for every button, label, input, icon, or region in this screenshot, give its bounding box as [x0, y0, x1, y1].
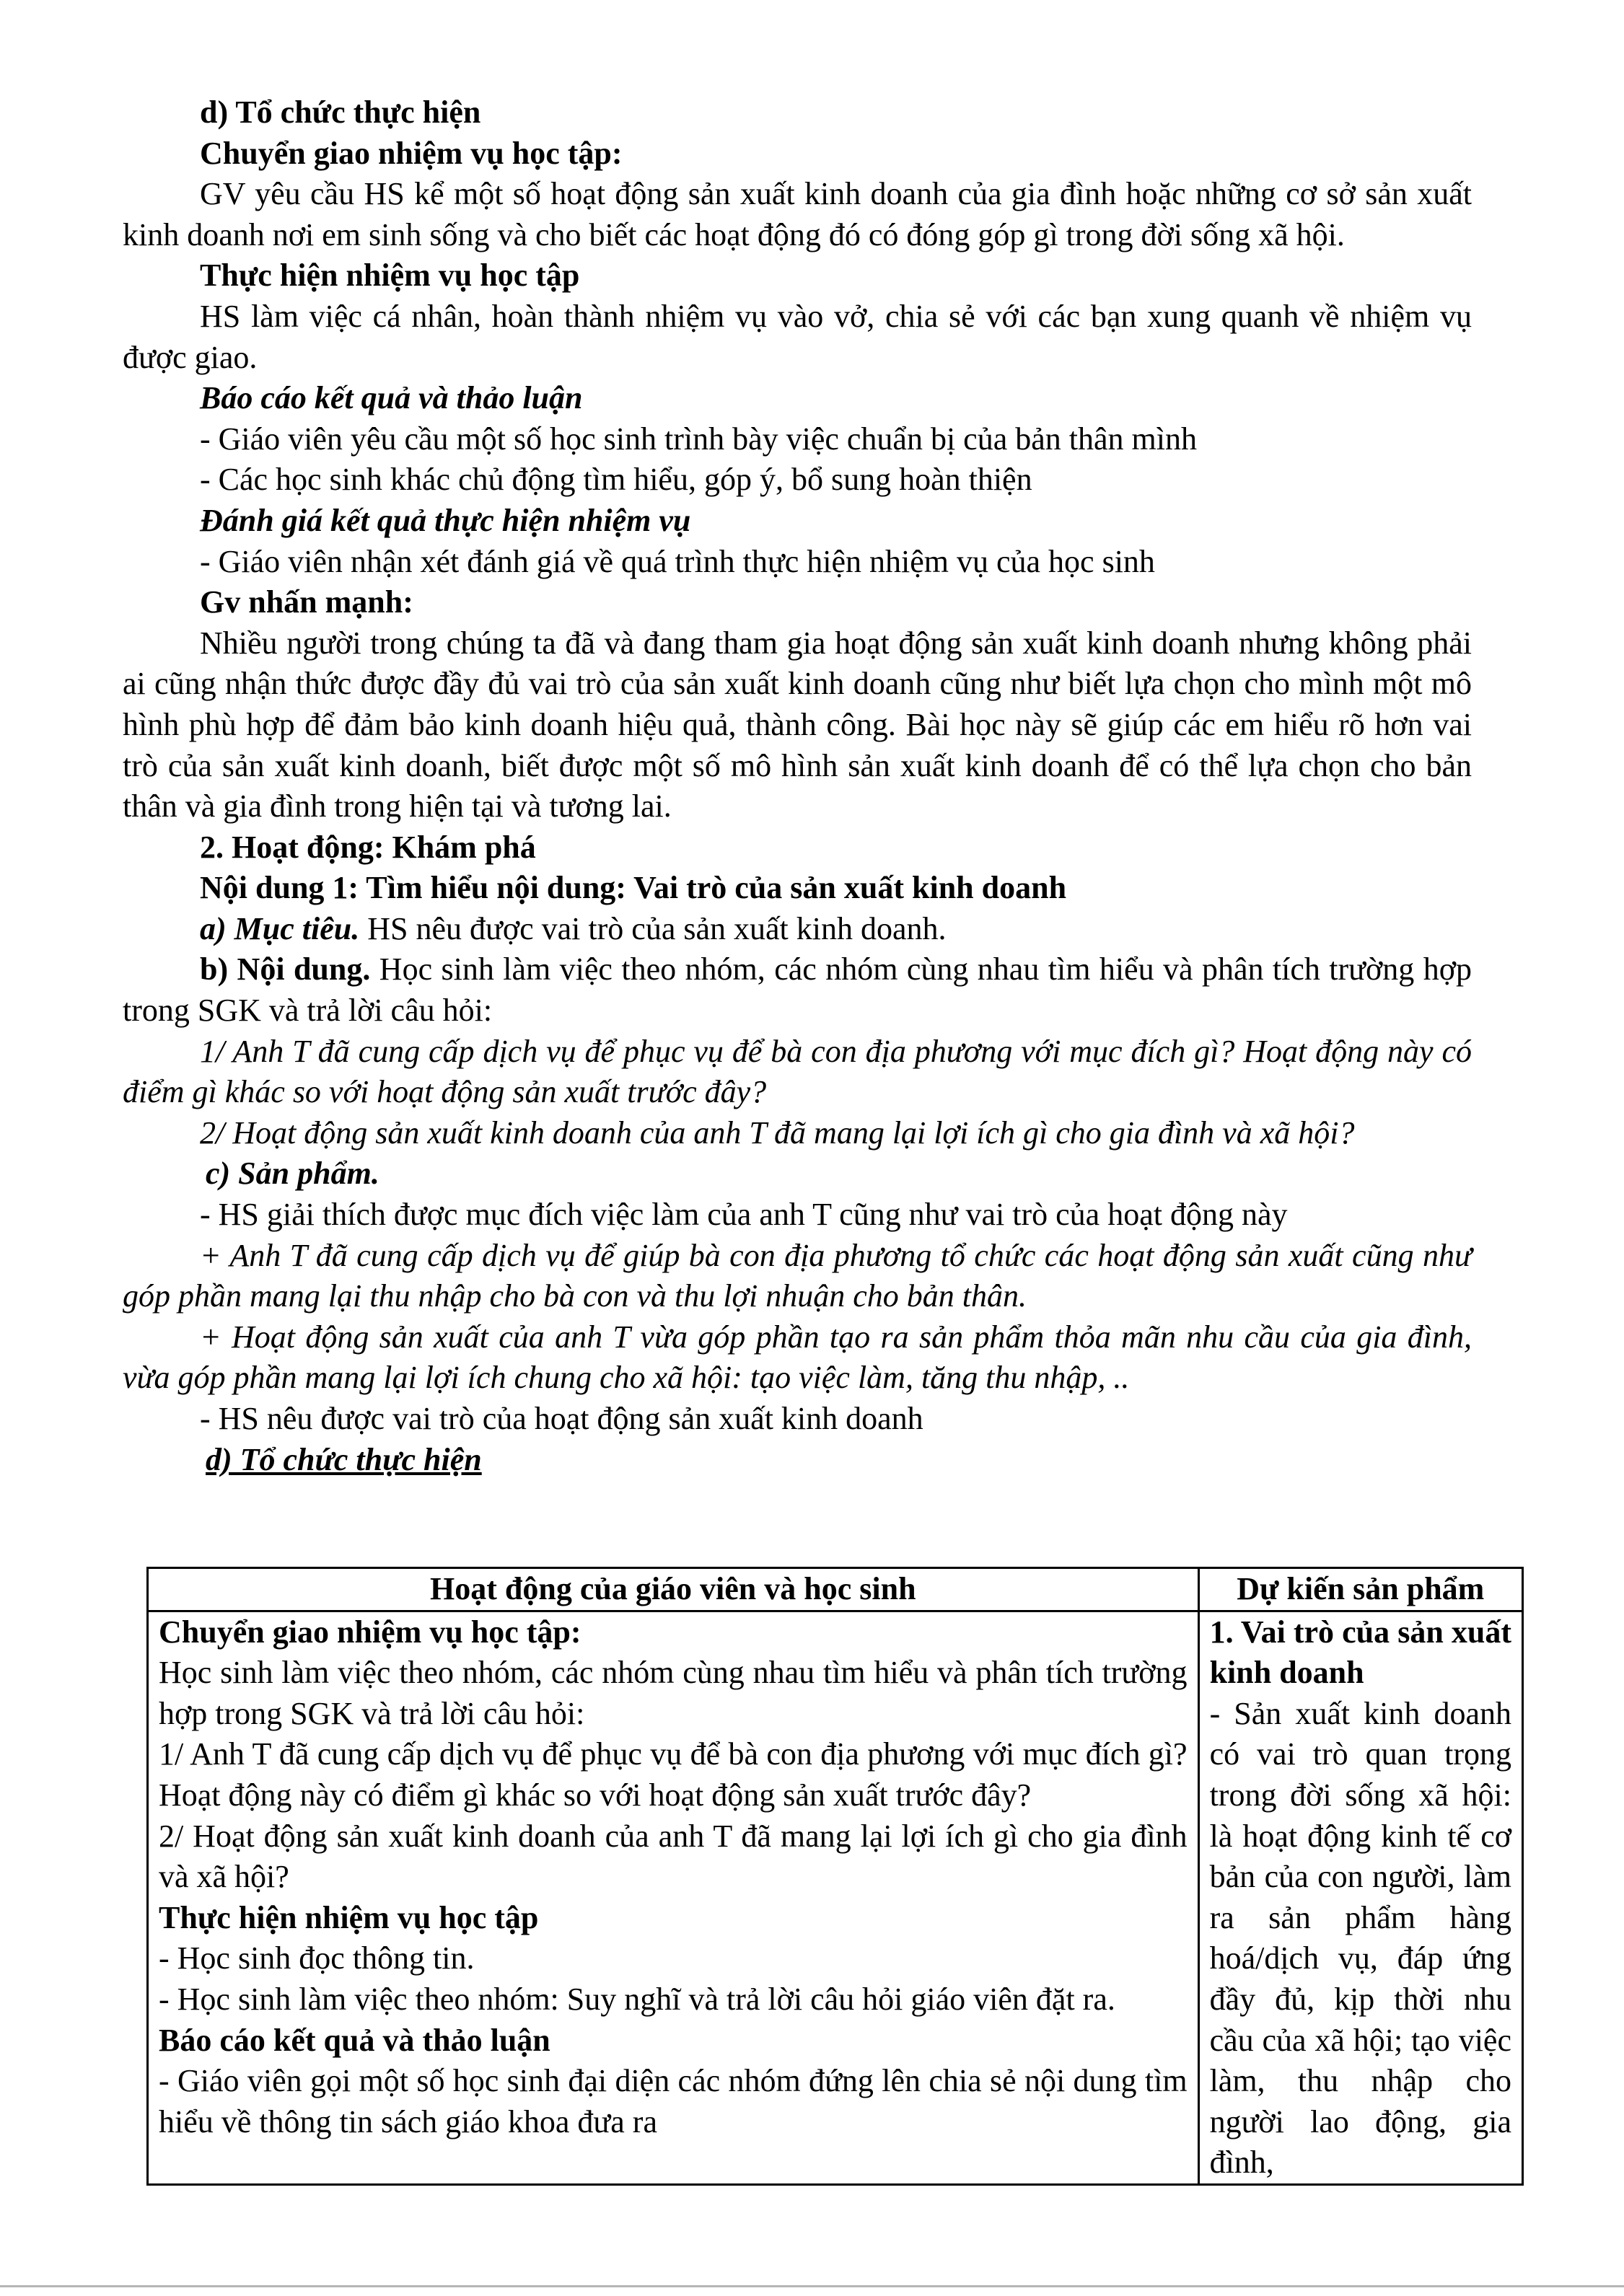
cell-report-text: - Giáo viên gọi một số học sinh đại diện các nhóm đứng lên chia sẻ nội dung tìm hiểu về thông tin sách giáo khoa đưa ra: [159, 2063, 1188, 2139]
question-2: 2/ Hoạt động sản xuất kinh doanh của anh T đã mang lại lợi ích gì cho gia đình và xã hội?: [200, 1114, 1355, 1151]
cell-heading-task-performance: Thực hiện nhiệm vụ học tập: [159, 1899, 539, 1935]
heading-task-performance: Thực hiện nhiệm vụ học tập: [200, 258, 580, 294]
activities-cell: [148, 1611, 1199, 2184]
report-line-2: - Các học sinh khác chủ động tìm hiểu, góp ý, bổ sung hoàn thiện: [200, 462, 1032, 498]
table-row: [148, 1611, 1523, 2184]
product-line-4: - HS nêu được vai trò của hoạt động sản xuất kinh doanh: [200, 1401, 923, 1436]
content-1-title: Nội dung 1: Tìm hiểu nội dung: Vai trò của sản xuất kinh doanh: [200, 870, 1067, 906]
objective-paragraph: [123, 909, 1472, 950]
content-text: Học sinh làm việc theo nhóm, các nhóm cùng nhau tìm hiểu và phân tích trường hợp trong SGK và trả lời câu hỏi:: [123, 951, 1472, 1029]
cell-question-1: 1/ Anh T đã cung cấp dịch vụ để phục vụ để bà con địa phương với mục đích gì? Hoạt động này có điểm gì khác so với hoạt động sản xuất trước đây?: [159, 1736, 1188, 1813]
product-label: c) Sản phẩm.: [206, 1156, 379, 1192]
cell-heading-task-assignment: Chuyển giao nhiệm vụ học tập:: [159, 1614, 581, 1650]
objective-label: a) Mục tiêu.: [200, 910, 360, 946]
activity-title: 2. Hoạt động: Khám phá: [200, 829, 536, 865]
cell-question-2: 2/ Hoạt động sản xuất kinh doanh của anh T đã mang lại lợi ích gì cho gia đình và xã hội?: [159, 1818, 1188, 1895]
heading-report-discussion: Báo cáo kết quả và thảo luận: [200, 380, 583, 416]
heading-task-assignment: Chuyển giao nhiệm vụ học tập:: [200, 135, 623, 171]
product-line-2: + Anh T đã cung cấp dịch vụ để giúp bà con địa phương tổ chức các hoạt động sản xuất cũng như góp phần mang lại thu nhập cho bà con và thu lợi nhuận cho bản thân.: [123, 1237, 1472, 1314]
content-paragraph: [123, 949, 1472, 1031]
cell-perform-line-2: - Học sinh làm việc theo nhóm: Suy nghĩ và trả lời câu hỏi giáo viên đặt ra.: [159, 1981, 1115, 2017]
evaluation-line: - Giáo viên nhận xét đánh giá về quá trình thực hiện nhiệm vụ của học sinh: [200, 543, 1155, 579]
heading-evaluation: Đánh giá kết quả thực hiện nhiệm vụ: [200, 502, 691, 538]
question-1: 1/ Anh T đã cung cấp dịch vụ để phục vụ để bà con địa phương với mục đích gì? Hoạt động này có điểm gì khác so với hoạt động sản xuất trước đây?: [123, 1033, 1472, 1110]
cell-task-assignment-text: Học sinh làm việc theo nhóm, các nhóm cùng nhau tìm hiểu và phân tích trường hợp trong SGK và trả lời câu hỏi:: [159, 1655, 1188, 1731]
header-activities: Hoạt động của giáo viên và học sinh: [148, 1568, 1199, 1611]
task-assignment-text: GV yêu cầu HS kể một số hoạt động sản xuất kinh doanh của gia đình hoặc những cơ sở sản xuất kinh doanh nơi em sinh sống và cho biết các hoạt động đó có đóng góp gì trong đời sống xã hội.: [123, 176, 1472, 252]
product-line-3: + Hoạt động sản xuất của anh T vừa góp phần tạo ra sản phẩm thỏa mãn nhu cầu của gia đình, vừa góp phần mang lại lợi ích chung cho xã hội: tạo việc làm, tăng thu nhập, ..: [123, 1319, 1472, 1396]
cell-heading-report: Báo cáo kết quả và thảo luận: [159, 2022, 550, 2058]
heading-teacher-emphasis: Gv nhấn mạnh:: [200, 584, 413, 620]
objective-text: HS nêu được vai trò của sản xuất kinh doanh.: [359, 910, 947, 946]
page-bottom-rule: [0, 2285, 1624, 2287]
document-body: [123, 92, 1472, 1480]
content-label: b) Nội dung.: [200, 951, 371, 988]
cell-product-text: - Sản xuất kinh doanh có vai trò quan trọng trong đời sống xã hội: là hoạt động kinh tế cơ bản của con người, làm ra sản phẩm hàng hoá/dịch vụ, đáp ứng đầy đủ, kịp thời nhu cầu của xã hội; tạo việc làm, thu nhập cho người lao động, gia đình,: [1209, 1695, 1511, 2181]
product-line-1: - HS giải thích được mục đích việc làm của anh T cũng như vai trò của hoạt động này: [200, 1197, 1288, 1233]
cell-product-title: 1. Vai trò của sản xuất kinh doanh: [1209, 1614, 1511, 1691]
activity-table: [146, 1567, 1524, 2186]
table-header-row: [148, 1568, 1523, 1611]
report-line-1: - Giáo viên yêu cầu một số học sinh trình bày việc chuẩn bị của bản thân mình: [200, 421, 1197, 457]
teacher-emphasis-text: Nhiều người trong chúng ta đã và đang tham gia hoạt động sản xuất kinh doanh nhưng không phải ai cũng nhận thức được đầy đủ vai trò của sản xuất kinh doanh cũng như biết lựa chọn cho mình một mô hình phù hợp để đảm bảo kinh doanh hiệu quả, thành công. Bài học này sẽ giúp các em hiểu rõ hơn vai trò của sản xuất kinh doanh, biết được một số mô hình sản xuất kinh doanh để có thể lựa chọn cho bản thân và gia đình trong hiện tại và tương lai.: [123, 625, 1472, 824]
task-performance-text: HS làm việc cá nhân, hoàn thành nhiệm vụ vào vở, chia sẻ với các bạn xung quanh về nhiệm vụ được giao.: [123, 298, 1472, 375]
header-expected-product: Dự kiến sản phẩm: [1198, 1568, 1522, 1611]
expected-product-cell: [1198, 1611, 1522, 2184]
cell-perform-line-1: - Học sinh đọc thông tin.: [159, 1940, 475, 1976]
heading-organization: d) Tổ chức thực hiện: [200, 94, 481, 130]
organization-label: d) Tổ chức thực hiện: [206, 1441, 482, 1477]
